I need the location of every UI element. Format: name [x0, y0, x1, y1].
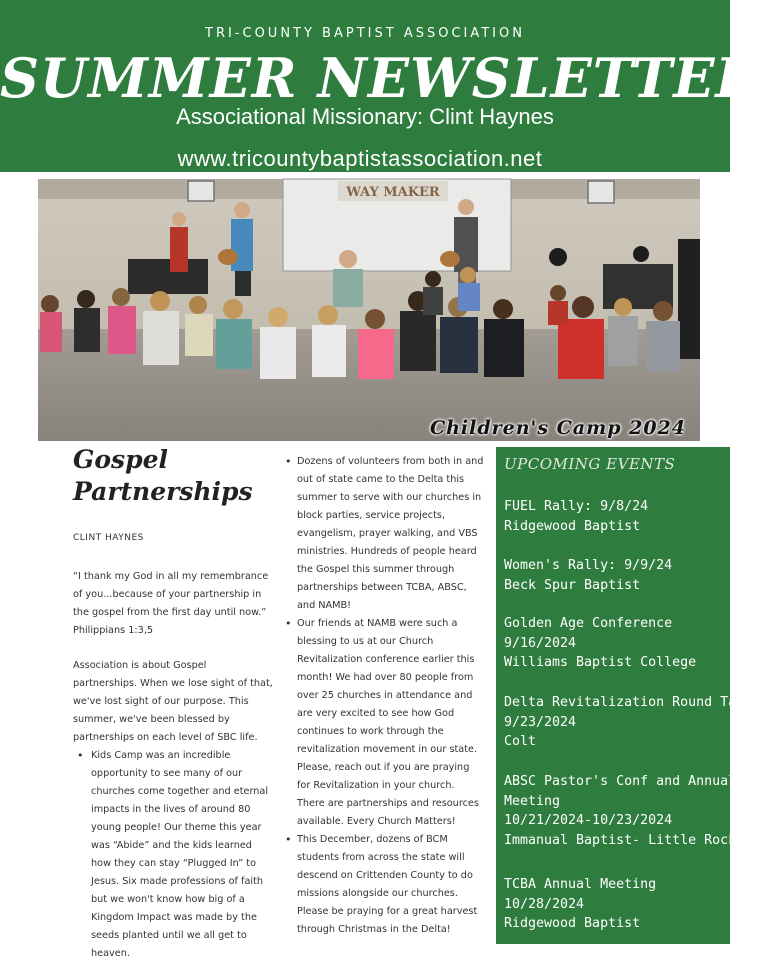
event-line: Ridgewood Baptist [504, 518, 641, 534]
article-column-1 [73, 444, 273, 963]
event-line: Golden Age Conference [504, 616, 673, 631]
event-womens-rally [504, 556, 730, 595]
camp-photo-illustration [38, 179, 700, 441]
event-line: Beck Spur Baptist [504, 577, 641, 593]
event-line: Ridgewood Baptist [504, 916, 641, 931]
event-tcba-annual [504, 875, 730, 934]
list-item: • Dozens of volunteers from both in and out of state came to the Delta this summer to serve with our churches in block parties, service projects, evangelism, prayer walking, and VBS ministries. Hundreds of people heard the Gospel this summer through partnerships between TCBA, ABSC, and NAMB! [281, 453, 485, 615]
list-item: • Our friends at NAMB were such a blessing to us at our Church Revitalization conference earlier this month! We had over 80 people from over 25 churches in attendance and are very excited to see how God continues to work through the revitalization movement in our state. Please, reach out if you are praying for Revitalization in your church. There are partnerships and resources available. Every Church Matters! [281, 615, 485, 831]
article-column-2 [281, 453, 485, 939]
event-line: ABSC Pastor's Conf and Annual [504, 774, 737, 789]
event-line: Meeting [504, 793, 561, 809]
scripture-quote: “I thank my God in all my remembrance of you...because of your partnership in the gospel from the first day until now.” Philippians 1:3,5 [73, 571, 269, 636]
events-title: UPCOMING EVENTS [504, 455, 676, 473]
event-line: 10/21/2024-10/23/2024 [504, 813, 673, 828]
article-intro: Association is about Gospel partnerships. When we lose sight of that, we've lost sight of our purpose. This summer, we've been blessed by partnerships on each level of SBC life. [73, 660, 273, 743]
event-line: 10/28/2024 [504, 896, 585, 912]
missionary-line: Associational Missionary: Clint Haynes [176, 104, 554, 129]
org-name: TRI-COUNTY BAPTIST ASSOCIATION [205, 26, 525, 41]
website-link[interactable]: www.tricountybaptistassociation.net [177, 146, 543, 171]
event-line: 9/16/2024 [504, 635, 577, 651]
screen-text: WAY MAKER [346, 185, 440, 200]
event-absc-pastors-conf [504, 772, 737, 850]
event-line: FUEL Rally: 9/8/24 [504, 499, 649, 514]
bullet-list-col2 [281, 453, 485, 939]
list-item: • This December, dozens of BCM students from across the state will descend on Crittenden County to do missions alongside our churches. Please be praying for a great harvest through Christmas in the Delta! [281, 831, 485, 939]
childrens-camp-photo [38, 179, 700, 441]
bullet-list-col1 [73, 747, 273, 963]
event-line: Delta Revitalization Round Table [504, 695, 761, 710]
event-line: 9/23/2024 [504, 714, 577, 730]
article-heading: Gospel Partnerships [73, 445, 253, 506]
event-golden-age [504, 614, 730, 673]
newsletter-title: SUMMER NEWSLETTER [0, 46, 761, 110]
event-line: TCBA Annual Meeting [504, 877, 657, 892]
list-item: • Kids Camp was an incredible opportunity to see many of our churches come together and eternal impacts in the lives of around 80 young people! Our theme this year was “Abide” and the kids learned how they can stay “Plugged In” to Jesus. Six made professions of faith but we won't know how big of a Kingdom Impact was made by the seeds planted until we all get to heaven. [73, 747, 273, 963]
upcoming-events-panel [496, 447, 761, 944]
article-author: CLINT HAYNES [73, 533, 144, 543]
newsletter-header [0, 0, 761, 172]
photo-caption: Children's Camp 2024 [429, 417, 686, 439]
event-line: Women's Rally: 9/9/24 [504, 558, 673, 573]
event-delta-revitalization [504, 693, 761, 752]
event-line: Immanual Baptist- Little Rock [504, 832, 737, 848]
event-fuel-rally [504, 497, 730, 536]
event-line: Colt [504, 734, 537, 749]
event-line: Williams Baptist College [504, 655, 697, 670]
